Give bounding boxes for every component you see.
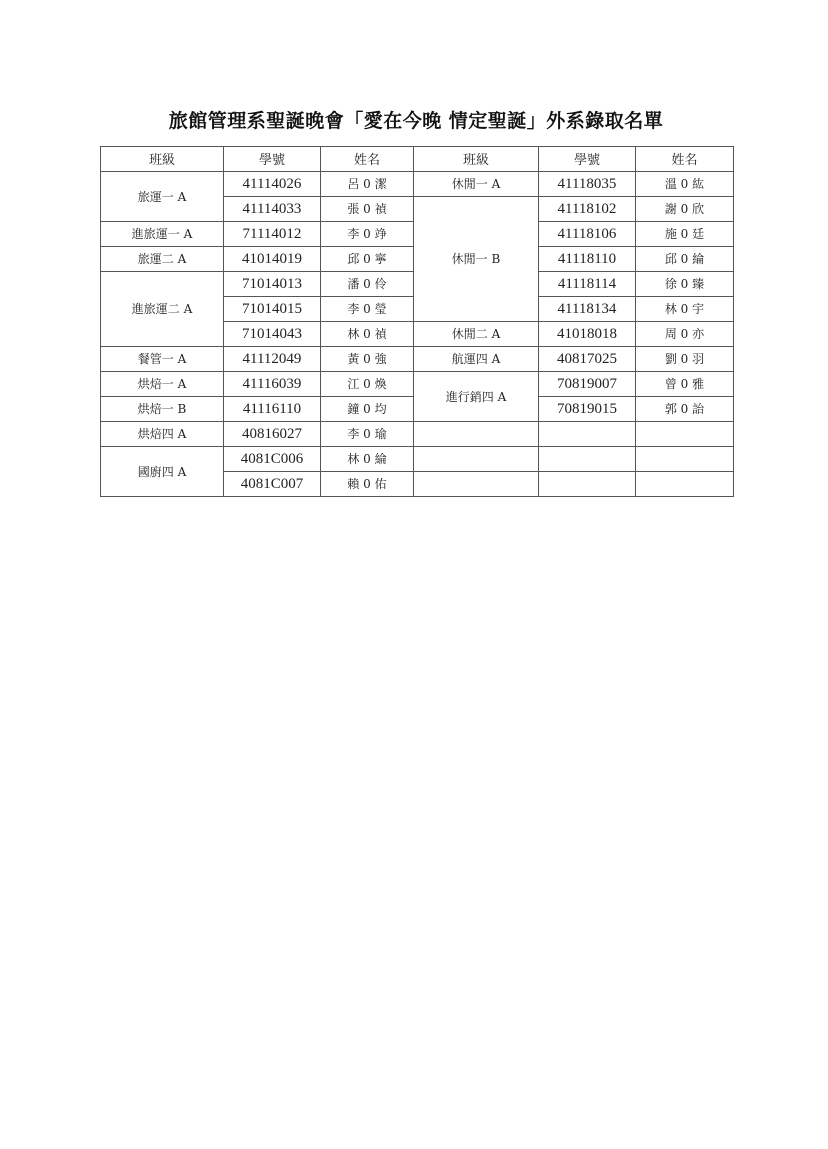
student-id-cell: 40816027 — [224, 422, 321, 447]
student-name-cell: 劉 0 羽 — [636, 347, 734, 372]
student-id-cell: 41118134 — [539, 297, 636, 322]
student-name-cell: 林 0 宇 — [636, 297, 734, 322]
header-student-id-right: 學號 — [539, 147, 636, 172]
student-id-cell: 41018018 — [539, 322, 636, 347]
student-name-cell: 張 0 禎 — [321, 197, 414, 222]
student-name-cell: 林 0 綸 — [321, 447, 414, 472]
header-name-left: 姓名 — [321, 147, 414, 172]
student-id-cell: 71114012 — [224, 222, 321, 247]
student-name-cell: 李 0 瑩 — [321, 297, 414, 322]
student-id-cell: 40817025 — [539, 347, 636, 372]
student-name-cell: 林 0 禎 — [321, 322, 414, 347]
class-cell: 休閒一 B — [414, 197, 539, 322]
student-name-cell: 施 0 廷 — [636, 222, 734, 247]
student-name-cell: 曾 0 雅 — [636, 372, 734, 397]
header-class-left: 班級 — [101, 147, 224, 172]
student-id-cell: 41114026 — [224, 172, 321, 197]
student-id-cell: 41118106 — [539, 222, 636, 247]
class-cell: 旅運一 A — [101, 172, 224, 222]
student-id-cell: 4081C007 — [224, 472, 321, 497]
student-name-cell: 呂 0 潔 — [321, 172, 414, 197]
empty-cell — [414, 472, 539, 497]
student-name-cell: 黃 0 強 — [321, 347, 414, 372]
student-id-cell: 41118035 — [539, 172, 636, 197]
table-row — [101, 172, 734, 197]
class-cell: 餐管一 A — [101, 347, 224, 372]
header-student-id-left: 學號 — [224, 147, 321, 172]
student-id-cell: 71014015 — [224, 297, 321, 322]
table-row — [101, 372, 734, 397]
student-name-cell: 郭 0 詒 — [636, 397, 734, 422]
class-cell: 進行銷四 A — [414, 372, 539, 422]
student-name-cell: 溫 0 紘 — [636, 172, 734, 197]
empty-cell — [539, 472, 636, 497]
document-title: 旅館管理系聖誕晚會「愛在今晚 情定聖誕」外系錄取名單 — [168, 110, 664, 132]
student-name-cell: 謝 0 欣 — [636, 197, 734, 222]
student-name-cell: 李 0 竫 — [321, 222, 414, 247]
empty-cell — [414, 447, 539, 472]
student-name-cell: 周 0 亦 — [636, 322, 734, 347]
student-id-cell: 41118102 — [539, 197, 636, 222]
class-cell: 烘焙一 A — [101, 372, 224, 397]
header-class-right: 班級 — [414, 147, 539, 172]
admission-roster-table — [100, 146, 734, 497]
empty-cell — [636, 447, 734, 472]
empty-cell — [636, 472, 734, 497]
student-id-cell: 4081C006 — [224, 447, 321, 472]
class-cell: 進旅運二 A — [101, 272, 224, 347]
class-cell: 休閒一 A — [414, 172, 539, 197]
student-name-cell: 李 0 瑜 — [321, 422, 414, 447]
class-cell: 航運四 A — [414, 347, 539, 372]
class-cell: 國廚四 A — [101, 447, 224, 497]
empty-cell — [636, 422, 734, 447]
student-id-cell: 41118114 — [539, 272, 636, 297]
student-id-cell: 41116039 — [224, 372, 321, 397]
class-cell: 烘焙一 B — [101, 397, 224, 422]
student-name-cell: 鐘 0 均 — [321, 397, 414, 422]
empty-cell — [539, 447, 636, 472]
student-id-cell: 41014019 — [224, 247, 321, 272]
empty-cell — [414, 422, 539, 447]
student-id-cell: 41112049 — [224, 347, 321, 372]
header-name-right: 姓名 — [636, 147, 734, 172]
roster-body — [101, 147, 734, 497]
student-name-cell: 江 0 煥 — [321, 372, 414, 397]
student-id-cell: 70819007 — [539, 372, 636, 397]
header-row — [101, 147, 734, 172]
student-id-cell: 41118110 — [539, 247, 636, 272]
student-name-cell: 潘 0 伶 — [321, 272, 414, 297]
class-cell: 烘焙四 A — [101, 422, 224, 447]
class-cell: 旅運二 A — [101, 247, 224, 272]
table-row — [101, 447, 734, 472]
empty-cell — [539, 422, 636, 447]
student-id-cell: 41114033 — [224, 197, 321, 222]
student-name-cell: 徐 0 臻 — [636, 272, 734, 297]
table-row — [101, 422, 734, 447]
class-cell: 休閒二 A — [414, 322, 539, 347]
class-cell: 進旅運一 A — [101, 222, 224, 247]
student-name-cell: 邱 0 綸 — [636, 247, 734, 272]
student-name-cell: 邱 0 寧 — [321, 247, 414, 272]
student-id-cell: 70819015 — [539, 397, 636, 422]
student-id-cell: 41116110 — [224, 397, 321, 422]
student-id-cell: 71014043 — [224, 322, 321, 347]
table-row — [101, 347, 734, 372]
student-id-cell: 71014013 — [224, 272, 321, 297]
student-name-cell: 賴 0 佑 — [321, 472, 414, 497]
